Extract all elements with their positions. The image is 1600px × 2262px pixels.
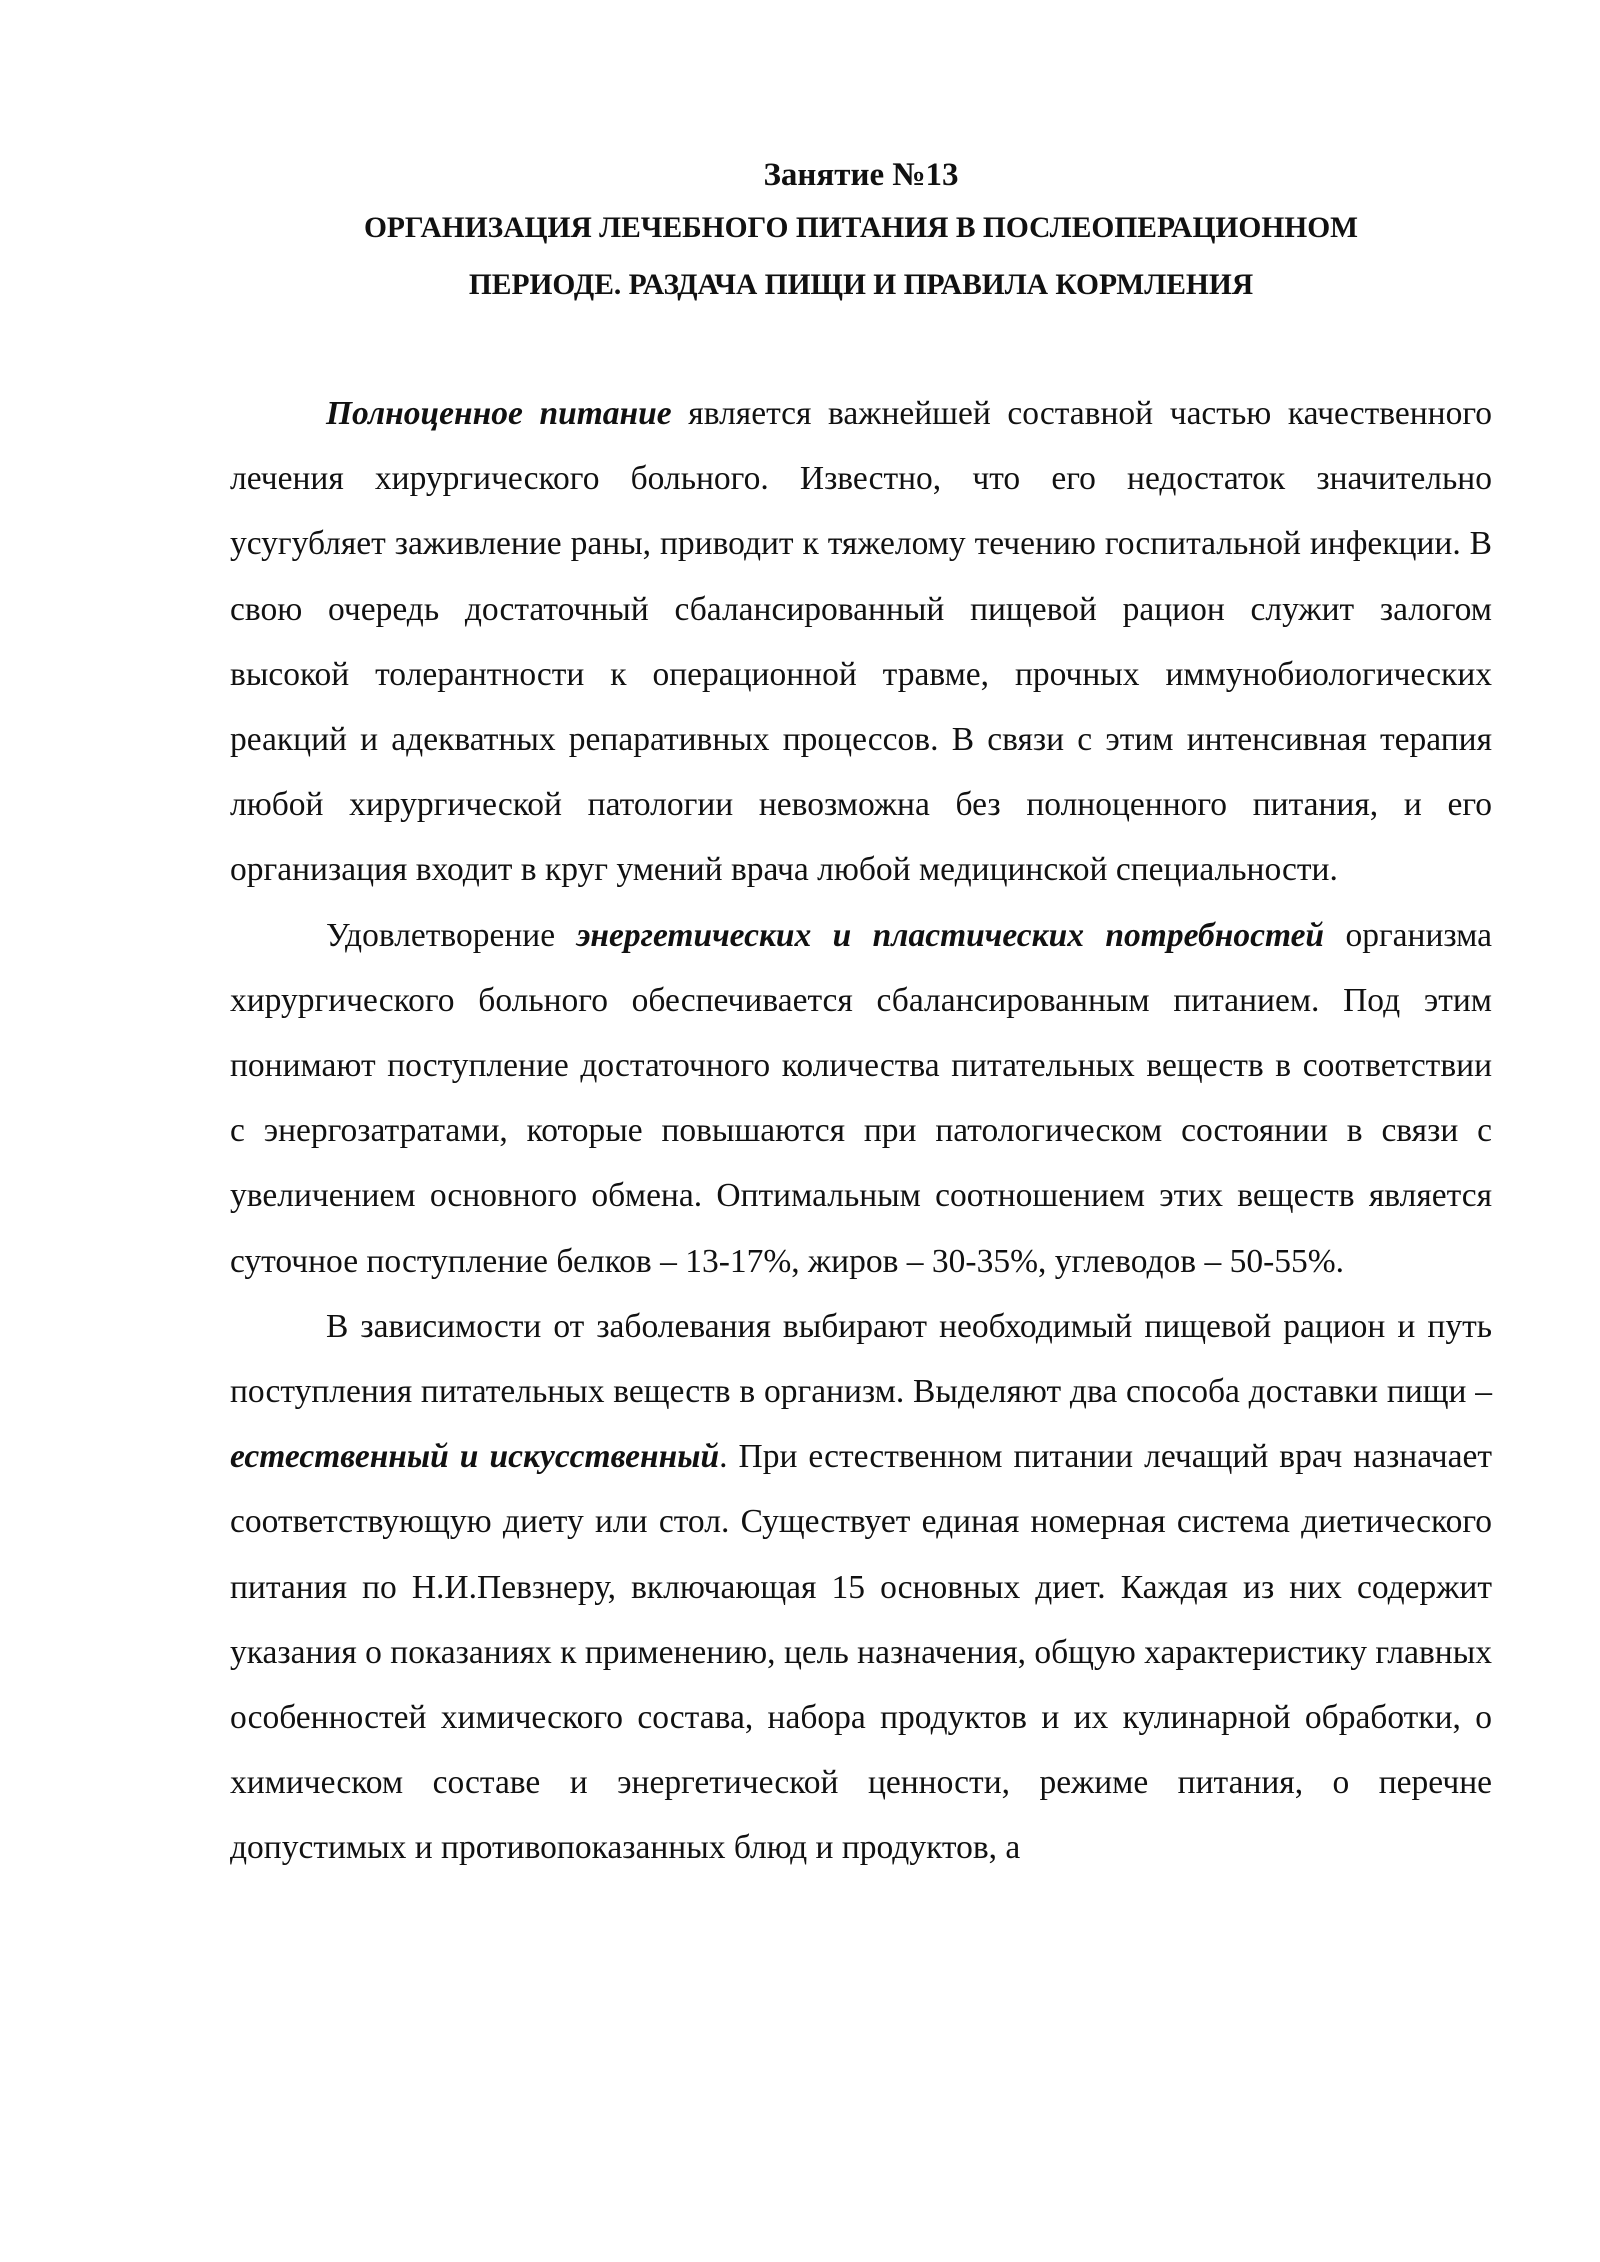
body-text [230,381,1492,1881]
lesson-title: Занятие №13 [763,157,959,193]
paragraph-3-emphasis: естественный и искусственный [230,1438,720,1476]
paragraph-1-text: является важнейшей составной частью качественного лечения хирургического больного. Известно, что его недостаток значительно усугубляет заживление раны, приводит к тяжелому течению госпитальной инфекции. В свою очередь достаточный сбалансированный пищевой рацион служит залогом высокой толерантности к операционной травме, прочных иммунобиологических реакций и адекватных репаративных процессов. В связи с этим интенсивная терапия любой хирургической патологии невозможна без полноценного питания, и его организация входит в круг умений врача любой медицинской специальности. [230,395,1492,889]
paragraph-3 [230,1294,1492,1881]
topic-title-line-2: ПЕРИОДЕ. РАЗДАЧА ПИЩИ И ПРАВИЛА КОРМЛЕНИЯ [468,269,1254,301]
paragraph-3-text-before: В зависимости от заболевания выбирают необходимый пищевой рацион и путь поступления питательных веществ в организм. Выделяют два способа доставки пищи – [230,1307,1492,1411]
paragraph-3-text-after: . При естественном питании лечащий врач назначает соответствующую диету или стол. Существует единая номерная система диетического питания по Н.И.Певзнеру, включающая 15 основных диет. Каждая из них содержит указания о показаниях к применению, цель назначения, общую характеристику главных особенностей химического состава, набора продуктов и их кулинарной обработки, о химическом составе и энергетической ценности, режиме питания, о перечне допустимых и противопоказанных блюд и продуктов, а [230,1438,1492,1867]
paragraph-2 [230,903,1492,1294]
document-page [230,150,1492,1881]
paragraph-2-text-after: организма хирургического больного обеспечивается сбалансированным питанием. Под этим понимают поступление достаточного количества питательных веществ в соответствии с энергозатратами, которые повышаются при патологическом состоянии в связи с увеличением основного обмена. Оптимальным соотношением этих веществ является суточное поступление белков – 13-17%, жиров – 30-35%, углеводов – 50-55%. [230,916,1493,1280]
paragraph-1 [230,381,1492,903]
paragraph-1-emphasis: Полноценное питание [326,395,672,432]
topic-title-line-1: ОРГАНИЗАЦИЯ ЛЕЧЕБНОГО ПИТАНИЯ В ПОСЛЕОПЕРАЦИОННОМ [363,212,1359,244]
paragraph-2-emphasis: энергетических и пластических потребностей [576,916,1325,954]
paragraph-2-text-before: Удовлетворение [326,916,577,954]
topic-title [230,200,1492,314]
